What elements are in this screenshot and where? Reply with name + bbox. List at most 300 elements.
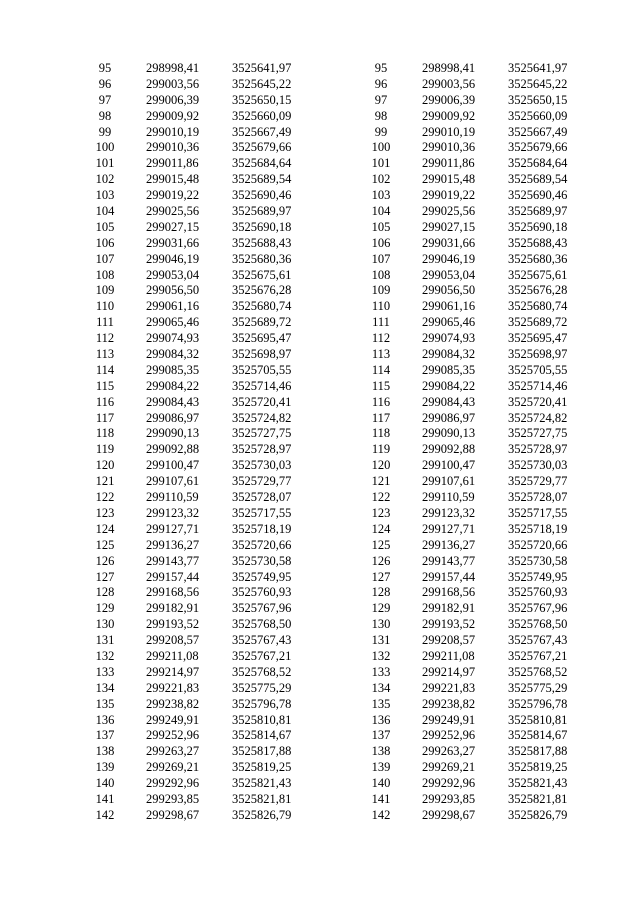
y-coordinate-cell: 3525698,97 [232, 347, 292, 362]
table-row [86, 554, 310, 570]
table-row [362, 442, 586, 458]
x-coordinate-cell: 299293,85 [146, 791, 200, 806]
table-row [86, 77, 310, 93]
table-row [362, 570, 586, 586]
y-coordinate-cell: 3525821,43 [232, 776, 292, 791]
y-coordinate-cell: 3525667,49 [232, 124, 292, 139]
y-coordinate-cell: 3525689,54 [232, 172, 292, 187]
x-coordinate-cell: 299056,50 [422, 283, 476, 298]
y-coordinate-cell: 3525821,81 [508, 791, 568, 806]
point-number-cell: 127 [95, 569, 115, 584]
y-coordinate-cell: 3525727,75 [508, 426, 568, 441]
table-row [362, 331, 586, 347]
y-coordinate-cell: 3525817,88 [232, 744, 292, 759]
y-coordinate-cell: 3525676,28 [508, 283, 568, 298]
y-coordinate-cell: 3525730,58 [508, 553, 568, 568]
y-coordinate-cell: 3525796,78 [232, 696, 292, 711]
x-coordinate-cell: 299269,21 [146, 760, 200, 775]
y-coordinate-cell: 3525705,55 [232, 362, 292, 377]
y-coordinate-cell: 3525714,46 [508, 378, 568, 393]
table-row [362, 379, 586, 395]
y-coordinate-cell: 3525767,21 [508, 648, 568, 663]
table-row [362, 125, 586, 141]
point-number-cell: 100 [371, 140, 391, 155]
x-coordinate-cell: 299208,57 [146, 633, 200, 648]
x-coordinate-cell: 299010,19 [422, 124, 476, 139]
point-number-cell: 125 [95, 537, 115, 552]
point-number-cell: 128 [371, 585, 391, 600]
y-coordinate-cell: 3525720,41 [508, 394, 568, 409]
y-coordinate-cell: 3525650,15 [508, 92, 568, 107]
point-number-cell: 113 [95, 347, 115, 362]
point-number-cell: 103 [95, 188, 115, 203]
table-row [362, 426, 586, 442]
table-row [362, 474, 586, 490]
y-coordinate-cell: 3525695,47 [508, 331, 568, 346]
y-coordinate-cell: 3525689,97 [232, 204, 292, 219]
table-row [86, 665, 310, 681]
y-coordinate-cell: 3525705,55 [508, 362, 568, 377]
x-coordinate-cell: 299046,19 [422, 251, 476, 266]
table-row [86, 538, 310, 554]
table-row [86, 649, 310, 665]
x-coordinate-cell: 299025,56 [422, 204, 476, 219]
x-coordinate-cell: 299269,21 [422, 760, 476, 775]
x-coordinate-cell: 299208,57 [422, 633, 476, 648]
point-number-cell: 105 [371, 219, 391, 234]
y-coordinate-cell: 3525728,97 [508, 442, 568, 457]
table-row [362, 236, 586, 252]
x-coordinate-cell: 299086,97 [146, 410, 200, 425]
x-coordinate-cell: 299084,43 [422, 394, 476, 409]
y-coordinate-cell: 3525728,97 [232, 442, 292, 457]
y-coordinate-cell: 3525768,50 [232, 617, 292, 632]
y-coordinate-cell: 3525819,25 [232, 760, 292, 775]
point-number-cell: 138 [371, 744, 391, 759]
point-number-cell: 141 [371, 791, 391, 806]
y-coordinate-cell: 3525714,46 [232, 378, 292, 393]
x-coordinate-cell: 299011,86 [422, 156, 475, 171]
x-coordinate-cell: 299157,44 [422, 569, 476, 584]
y-coordinate-cell: 3525760,93 [508, 585, 568, 600]
x-coordinate-cell: 299100,47 [146, 458, 200, 473]
x-coordinate-cell: 299084,32 [422, 347, 476, 362]
x-coordinate-cell: 299214,97 [422, 664, 476, 679]
point-number-cell: 131 [371, 633, 391, 648]
table-row [86, 315, 310, 331]
x-coordinate-cell: 299003,56 [422, 76, 476, 91]
x-coordinate-cell: 299143,77 [146, 553, 200, 568]
y-coordinate-cell: 3525688,43 [232, 235, 292, 250]
table-row [86, 188, 310, 204]
table-row [362, 93, 586, 109]
x-coordinate-cell: 299025,56 [146, 204, 200, 219]
x-coordinate-cell: 299010,19 [146, 124, 200, 139]
table-row [86, 93, 310, 109]
y-coordinate-cell: 3525817,88 [508, 744, 568, 759]
y-coordinate-cell: 3525796,78 [508, 696, 568, 711]
x-coordinate-cell: 299061,16 [146, 299, 200, 314]
table-row [86, 760, 310, 776]
x-coordinate-cell: 299092,88 [422, 442, 476, 457]
point-number-cell: 115 [95, 378, 115, 393]
y-coordinate-cell: 3525775,29 [508, 680, 568, 695]
point-number-cell: 132 [95, 648, 115, 663]
y-coordinate-cell: 3525679,66 [232, 140, 292, 155]
x-coordinate-cell: 299110,59 [422, 490, 475, 505]
table-row [362, 268, 586, 284]
y-coordinate-cell: 3525814,67 [508, 728, 568, 743]
y-coordinate-cell: 3525680,74 [232, 299, 292, 314]
point-number-cell: 109 [95, 283, 115, 298]
y-coordinate-cell: 3525689,54 [508, 172, 568, 187]
y-coordinate-cell: 3525645,22 [508, 76, 568, 91]
point-number-cell: 101 [95, 156, 115, 171]
y-coordinate-cell: 3525689,72 [508, 315, 568, 330]
y-coordinate-cell: 3525729,77 [232, 474, 292, 489]
table-row [362, 649, 586, 665]
y-coordinate-cell: 3525767,96 [232, 601, 292, 616]
table-row [86, 506, 310, 522]
y-coordinate-cell: 3525775,29 [232, 680, 292, 695]
table-row [362, 760, 586, 776]
point-number-cell: 98 [374, 108, 388, 123]
point-number-cell: 141 [95, 791, 115, 806]
x-coordinate-cell: 299136,27 [146, 537, 200, 552]
point-number-cell: 139 [371, 760, 391, 775]
x-coordinate-cell: 299019,22 [146, 188, 200, 203]
y-coordinate-cell: 3525688,43 [508, 235, 568, 250]
x-coordinate-cell: 299127,71 [422, 521, 476, 536]
y-coordinate-cell: 3525689,72 [232, 315, 292, 330]
point-number-cell: 139 [95, 760, 115, 775]
x-coordinate-cell: 299252,96 [146, 728, 200, 743]
point-number-cell: 106 [371, 235, 391, 250]
x-coordinate-cell: 299249,91 [422, 712, 476, 727]
y-coordinate-cell: 3525660,09 [232, 108, 292, 123]
point-number-cell: 118 [95, 426, 115, 441]
point-number-cell: 120 [371, 458, 391, 473]
table-row [86, 490, 310, 506]
y-coordinate-cell: 3525730,58 [232, 553, 292, 568]
x-coordinate-cell: 299027,15 [146, 219, 200, 234]
y-coordinate-cell: 3525814,67 [232, 728, 292, 743]
x-coordinate-cell: 299292,96 [422, 776, 476, 791]
table-row [362, 347, 586, 363]
table-row [86, 252, 310, 268]
x-coordinate-cell: 299249,91 [146, 712, 200, 727]
x-coordinate-cell: 299263,27 [422, 744, 476, 759]
table-row [86, 633, 310, 649]
point-number-cell: 115 [371, 378, 391, 393]
y-coordinate-cell: 3525760,93 [232, 585, 292, 600]
table-row [86, 379, 310, 395]
y-coordinate-cell: 3525720,41 [232, 394, 292, 409]
table-row [86, 792, 310, 808]
point-number-cell: 116 [95, 394, 115, 409]
table-row [362, 395, 586, 411]
point-number-cell: 124 [95, 521, 115, 536]
table-row [86, 570, 310, 586]
x-coordinate-cell: 299110,59 [146, 490, 199, 505]
table-row [362, 585, 586, 601]
table-row [86, 363, 310, 379]
x-coordinate-cell: 299006,39 [422, 92, 476, 107]
table-row [362, 363, 586, 379]
table-row [86, 204, 310, 220]
point-number-cell: 106 [95, 235, 115, 250]
y-coordinate-cell: 3525680,36 [232, 251, 292, 266]
point-number-cell: 96 [98, 76, 112, 91]
x-coordinate-cell: 298998,41 [146, 61, 200, 75]
table-row [86, 61, 310, 77]
table-row [86, 474, 310, 490]
table-row [362, 220, 586, 236]
x-coordinate-cell: 299214,97 [146, 664, 200, 679]
point-number-cell: 130 [371, 617, 391, 632]
y-coordinate-cell: 3525729,77 [508, 474, 568, 489]
x-coordinate-cell: 299031,66 [422, 235, 476, 250]
x-coordinate-cell: 299006,39 [146, 92, 200, 107]
table-row [362, 458, 586, 474]
table-row [362, 522, 586, 538]
y-coordinate-cell: 3525718,19 [508, 521, 568, 536]
table-row [86, 442, 310, 458]
y-coordinate-cell: 3525690,18 [232, 219, 292, 234]
point-number-cell: 123 [371, 505, 391, 520]
table-row [86, 236, 310, 252]
x-coordinate-cell: 299056,50 [146, 283, 200, 298]
point-number-cell: 122 [371, 490, 391, 505]
point-number-cell: 130 [95, 617, 115, 632]
y-coordinate-cell: 3525675,61 [508, 267, 568, 282]
table-row [86, 140, 310, 156]
point-number-cell: 131 [95, 633, 115, 648]
point-number-cell: 97 [374, 92, 388, 107]
point-number-cell: 99 [374, 124, 388, 139]
point-number-cell: 126 [371, 553, 391, 568]
point-number-cell: 110 [371, 299, 391, 314]
x-coordinate-cell: 299009,92 [422, 108, 476, 123]
point-number-cell: 133 [95, 664, 115, 679]
table-row [86, 776, 310, 792]
x-coordinate-cell: 299293,85 [422, 791, 476, 806]
y-coordinate-cell: 3525727,75 [232, 426, 292, 441]
x-coordinate-cell: 299019,22 [422, 188, 476, 203]
y-coordinate-cell: 3525679,66 [508, 140, 568, 155]
x-coordinate-cell: 299003,56 [146, 76, 200, 91]
x-coordinate-cell: 299136,27 [422, 537, 476, 552]
y-coordinate-cell: 3525689,97 [508, 204, 568, 219]
x-coordinate-cell: 299107,61 [422, 474, 476, 489]
x-coordinate-cell: 299074,93 [146, 331, 200, 346]
y-coordinate-cell: 3525698,97 [508, 347, 568, 362]
x-coordinate-cell: 299292,96 [146, 776, 200, 791]
point-number-cell: 142 [95, 807, 115, 822]
x-coordinate-cell: 299084,43 [146, 394, 200, 409]
point-number-cell: 98 [98, 108, 112, 123]
table-row [86, 283, 310, 299]
table-row [362, 140, 586, 156]
x-coordinate-cell: 299031,66 [146, 235, 200, 250]
x-coordinate-cell: 299015,48 [146, 172, 200, 187]
point-number-cell: 134 [371, 680, 391, 695]
point-number-cell: 119 [371, 442, 391, 457]
point-number-cell: 109 [371, 283, 391, 298]
x-coordinate-cell: 299027,15 [422, 219, 476, 234]
table-row [86, 411, 310, 427]
point-number-cell: 107 [371, 251, 391, 266]
table-row [86, 220, 310, 236]
point-number-cell: 96 [374, 76, 388, 91]
x-coordinate-cell: 299053,04 [422, 267, 476, 282]
y-coordinate-cell: 3525690,18 [508, 219, 568, 234]
y-coordinate-cell: 3525767,96 [508, 601, 568, 616]
y-coordinate-cell: 3525684,64 [508, 156, 568, 171]
point-number-cell: 114 [95, 362, 115, 377]
point-number-cell: 111 [372, 315, 390, 330]
point-number-cell: 118 [371, 426, 391, 441]
table-row [86, 522, 310, 538]
table-row [362, 172, 586, 188]
y-coordinate-cell: 3525684,64 [232, 156, 292, 171]
y-coordinate-cell: 3525690,46 [508, 188, 568, 203]
y-coordinate-cell: 3525650,15 [232, 92, 292, 107]
table-row [362, 697, 586, 713]
point-number-cell: 113 [371, 347, 391, 362]
point-number-cell: 95 [98, 61, 112, 75]
x-coordinate-cell: 299065,46 [146, 315, 200, 330]
x-coordinate-cell: 299211,08 [146, 648, 199, 663]
table-row [86, 728, 310, 744]
table-row [362, 156, 586, 172]
table-row [362, 490, 586, 506]
table-row [86, 268, 310, 284]
x-coordinate-cell: 299298,67 [146, 807, 200, 822]
x-coordinate-cell: 299127,71 [146, 521, 200, 536]
y-coordinate-cell: 3525718,19 [232, 521, 292, 536]
point-number-cell: 99 [98, 124, 112, 139]
y-coordinate-cell: 3525819,25 [508, 760, 568, 775]
point-number-cell: 124 [371, 521, 391, 536]
point-number-cell: 129 [371, 601, 391, 616]
table-row [362, 776, 586, 792]
y-coordinate-cell: 3525680,36 [508, 251, 568, 266]
y-coordinate-cell: 3525720,66 [508, 537, 568, 552]
point-number-cell: 138 [95, 744, 115, 759]
y-coordinate-cell: 3525767,43 [232, 633, 292, 648]
point-number-cell: 107 [95, 251, 115, 266]
y-coordinate-cell: 3525730,03 [232, 458, 292, 473]
x-coordinate-cell: 299092,88 [146, 442, 200, 457]
table-row [86, 109, 310, 125]
point-number-cell: 111 [96, 315, 114, 330]
x-coordinate-cell: 299086,97 [422, 410, 476, 425]
point-number-cell: 135 [95, 696, 115, 711]
y-coordinate-cell: 3525724,82 [508, 410, 568, 425]
point-number-cell: 140 [371, 776, 391, 791]
table-row [362, 713, 586, 729]
point-number-cell: 142 [371, 807, 391, 822]
y-coordinate-cell: 3525821,43 [508, 776, 568, 791]
point-number-cell: 105 [95, 219, 115, 234]
y-coordinate-cell: 3525641,97 [232, 61, 292, 75]
table-row [86, 299, 310, 315]
table-row [362, 728, 586, 744]
x-coordinate-cell: 299221,83 [422, 680, 476, 695]
table-row [362, 188, 586, 204]
point-number-cell: 112 [371, 331, 391, 346]
y-coordinate-cell: 3525695,47 [232, 331, 292, 346]
point-number-cell: 100 [95, 140, 115, 155]
table-row [86, 697, 310, 713]
table-row [86, 331, 310, 347]
x-coordinate-cell: 299061,16 [422, 299, 476, 314]
table-row [362, 77, 586, 93]
point-number-cell: 121 [371, 474, 391, 489]
x-coordinate-cell: 299238,82 [422, 696, 476, 711]
x-coordinate-cell: 299085,35 [422, 362, 476, 377]
table-row [362, 411, 586, 427]
table-row [86, 125, 310, 141]
y-coordinate-cell: 3525810,81 [508, 712, 568, 727]
table-row [86, 681, 310, 697]
table-row [362, 681, 586, 697]
y-coordinate-cell: 3525641,97 [508, 61, 568, 75]
coordinate-table-left [86, 61, 310, 824]
point-number-cell: 132 [371, 648, 391, 663]
point-number-cell: 102 [95, 172, 115, 187]
point-number-cell: 137 [371, 728, 391, 743]
point-number-cell: 135 [371, 696, 391, 711]
table-row [86, 395, 310, 411]
point-number-cell: 101 [371, 156, 391, 171]
point-number-cell: 95 [374, 61, 388, 75]
x-coordinate-cell: 299221,83 [146, 680, 200, 695]
table-row [362, 617, 586, 633]
x-coordinate-cell: 299123,32 [422, 505, 476, 520]
point-number-cell: 116 [371, 394, 391, 409]
x-coordinate-cell: 299046,19 [146, 251, 200, 266]
x-coordinate-cell: 299065,46 [422, 315, 476, 330]
table-row [86, 458, 310, 474]
point-number-cell: 119 [95, 442, 115, 457]
x-coordinate-cell: 299182,91 [422, 601, 476, 616]
x-coordinate-cell: 299090,13 [422, 426, 476, 441]
table-row [362, 506, 586, 522]
point-number-cell: 122 [95, 490, 115, 505]
table-row [362, 665, 586, 681]
table-row [362, 299, 586, 315]
point-number-cell: 127 [371, 569, 391, 584]
point-number-cell: 108 [371, 267, 391, 282]
table-row [362, 633, 586, 649]
y-coordinate-cell: 3525767,43 [508, 633, 568, 648]
x-coordinate-cell: 298998,41 [422, 61, 476, 75]
table-row [86, 585, 310, 601]
x-coordinate-cell: 299084,22 [422, 378, 476, 393]
x-coordinate-cell: 299193,52 [422, 617, 476, 632]
table-row [86, 347, 310, 363]
point-number-cell: 104 [371, 204, 391, 219]
y-coordinate-cell: 3525690,46 [232, 188, 292, 203]
coordinate-table-right [362, 61, 586, 824]
table-row [362, 283, 586, 299]
point-number-cell: 126 [95, 553, 115, 568]
y-coordinate-cell: 3525717,55 [232, 505, 292, 520]
table-row [362, 252, 586, 268]
table-row [362, 601, 586, 617]
